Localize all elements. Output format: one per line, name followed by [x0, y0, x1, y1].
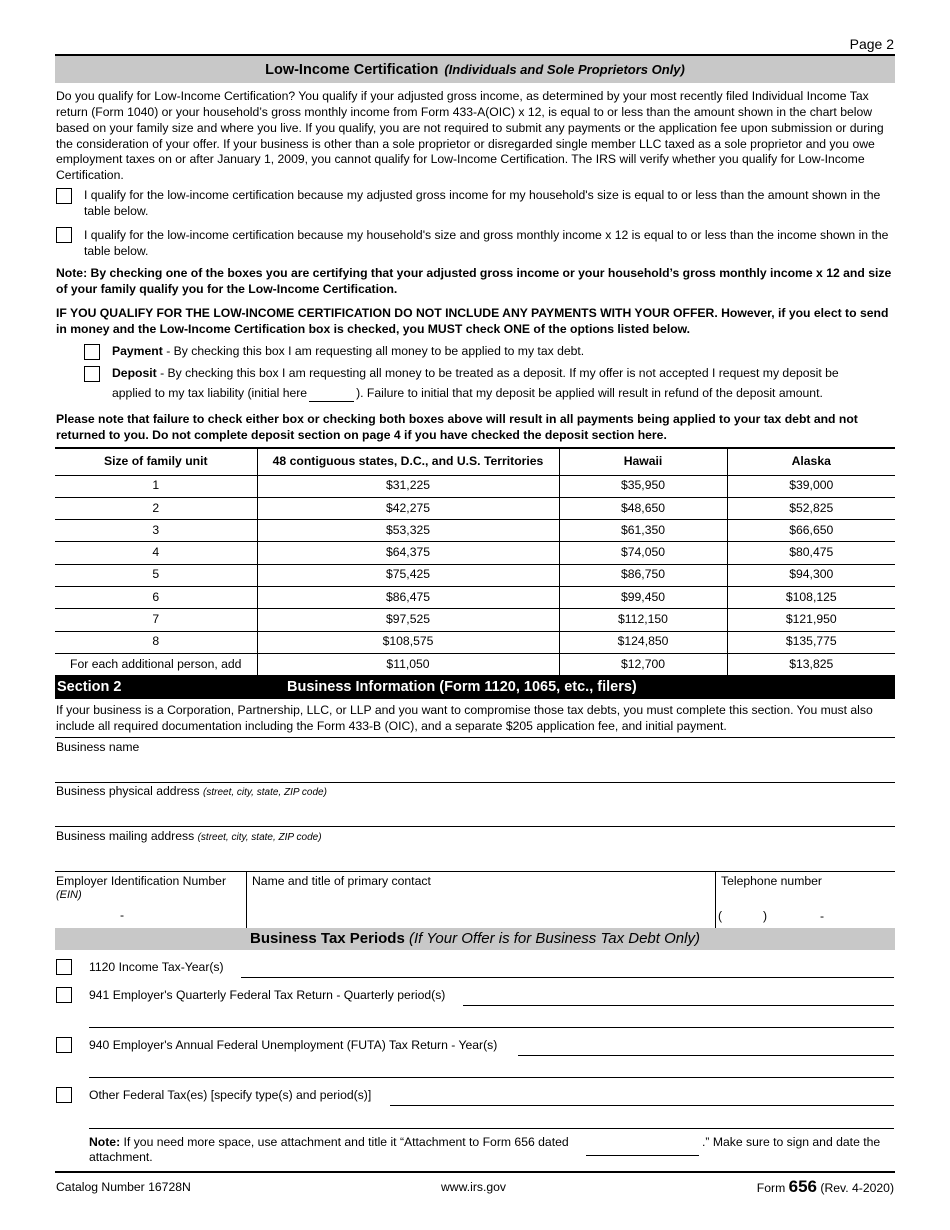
certification-note: Note: By checking one of the boxes you are certifying that your adjusted gross income or your household’s gross monthly income x 12 and size of your family qualify you for the Low-Income Certification. — [56, 266, 892, 296]
form-940-input-line2[interactable] — [89, 1077, 894, 1078]
physical-address-hint: (street, city, state, ZIP code) — [203, 787, 327, 798]
cell: 2 — [55, 497, 257, 519]
cell: $135,775 — [727, 631, 895, 653]
low-income-agi-checkbox[interactable] — [56, 188, 72, 204]
form-id — [757, 1176, 894, 1198]
form-revision: (Rev. 4-2020) — [820, 1181, 894, 1195]
cell: $124,850 — [559, 631, 727, 653]
table-row — [55, 631, 895, 653]
cell: $108,125 — [727, 586, 895, 608]
contact-label: Name and title of primary contact — [252, 874, 431, 888]
tax-periods-subtitle: (If Your Offer is for Business Tax Debt Only) — [409, 930, 700, 947]
table-row — [55, 564, 895, 586]
cell: $61,350 — [559, 520, 727, 542]
attachment-note-text-c: attachment. — [89, 1150, 153, 1164]
ein-abbr: (EIN) — [56, 889, 82, 901]
phone-close-paren: ) — [763, 909, 768, 923]
business-name-input[interactable] — [55, 755, 895, 781]
cell: $64,375 — [257, 542, 559, 564]
cell: $42,275 — [257, 497, 559, 519]
col-family-size: Size of family unit — [55, 448, 257, 475]
table-row — [55, 653, 895, 675]
cell: $121,950 — [727, 609, 895, 631]
payment-label: Payment — [112, 344, 163, 358]
form-941-input[interactable] — [463, 1005, 894, 1006]
catalog-number: Catalog Number 16728N — [56, 1180, 191, 1194]
table-row — [55, 520, 895, 542]
phone-input[interactable] — [717, 902, 893, 926]
form-941-checkbox[interactable] — [56, 987, 72, 1003]
deposit-initial-field[interactable] — [309, 389, 354, 402]
low-income-subtitle: (Individuals and Sole Proprietors Only) — [444, 62, 685, 77]
other-tax-input[interactable] — [390, 1105, 894, 1106]
mailing-address-hint: (street, city, state, ZIP code) — [197, 832, 322, 843]
deposit-checkbox[interactable] — [84, 366, 100, 382]
col-contiguous-states: 48 contiguous states, D.C., and U.S. Territories — [257, 448, 559, 475]
section2-bar — [55, 676, 895, 699]
ein-label: Employer Identification Number — [56, 874, 227, 888]
cell: $53,325 — [257, 520, 559, 542]
table-row — [55, 586, 895, 608]
form-1120-checkbox[interactable] — [56, 959, 72, 975]
form-number: 656 — [788, 1177, 817, 1196]
cell: $12,700 — [559, 653, 727, 675]
cell: $80,475 — [727, 542, 895, 564]
deposit-label: Deposit — [112, 366, 157, 380]
attachment-date-input[interactable] — [586, 1155, 699, 1156]
section2-label: Section 2 — [57, 679, 122, 695]
divider — [715, 871, 716, 928]
ein-separator: - — [120, 908, 125, 922]
low-income-intro: Do you qualify for Low-Income Certification? You qualify if your adjusted gross income, as determined by your most recently filed Individual Income Tax return (Form 1040) or your household’s gross monthly income from Form 433-A(OIC) x 12, is equal to or less than the amount shown in the chart below based on your family size and where you live. If you qualify, you are not required to submit any payments or the application fee upon submission or during the consideration of your offer. If your business is other than a sole proprietor or disregarded single member LLC taxed as a sole proprietor and you owe employment taxes on or after January 1, 2009, you cannot qualify for Low-Income Certification. The IRS will verify whether you qualify for Low-Income Certification. — [56, 89, 884, 183]
other-tax-input-line2[interactable] — [89, 1128, 894, 1129]
cell: $31,225 — [257, 475, 559, 497]
low-income-agi-text: I qualify for the low-income certification because my adjusted gross income for my household's size is equal to or less than the amount shown in the table below. — [84, 188, 881, 218]
deposit-option-line2 — [112, 386, 894, 402]
phone-label: Telephone number — [721, 874, 822, 888]
section2-intro: If your business is a Corporation, Partnership, LLC, or LLP and you want to compromise those tax debts, you must complete this section. You must also include all required documentation including the Form 433-B (OIC), and a separate $205 application fee, and initial payment. — [56, 703, 873, 733]
website-link[interactable]: www.irs.gov — [441, 1180, 507, 1194]
form-941-label: 941 Employer's Quarterly Federal Tax Return - Quarterly period(s) — [89, 988, 446, 1002]
tax-periods-bar — [55, 928, 895, 950]
deposit-text-line2a: applied to my tax liability (initial here — [112, 386, 308, 400]
low-income-title-bar — [55, 56, 895, 83]
other-tax-label: Other Federal Tax(es) [specify type(s) and period(s)] — [89, 1088, 372, 1102]
cell: $86,750 — [559, 564, 727, 586]
cell: $13,825 — [727, 653, 895, 675]
deposit-option — [112, 366, 894, 382]
mailing-address-text: Business mailing address — [56, 829, 195, 843]
phone-dash: - — [820, 909, 825, 923]
deposit-text-line2b: ). Failure to initial that my deposit be applied will result in refund of the deposit amount. — [356, 386, 823, 400]
form-941-input-line2[interactable] — [89, 1027, 894, 1028]
other-tax-checkbox[interactable] — [56, 1087, 72, 1103]
physical-address-input[interactable] — [55, 800, 895, 826]
cell: $48,650 — [559, 497, 727, 519]
cell: $86,475 — [257, 586, 559, 608]
ein-input[interactable] — [56, 902, 244, 926]
cell: $94,300 — [727, 564, 895, 586]
cell: $97,525 — [257, 609, 559, 631]
physical-address-label — [56, 784, 327, 800]
payment-option — [112, 344, 892, 360]
cell: $74,050 — [559, 542, 727, 564]
cell: $52,825 — [727, 497, 895, 519]
income-table — [55, 447, 895, 676]
table-row — [55, 542, 895, 564]
cell: 8 — [55, 631, 257, 653]
form-940-label: 940 Employer's Annual Federal Unemployment (FUTA) Tax Return - Year(s) — [89, 1038, 498, 1052]
phone-open-paren: ( — [718, 909, 723, 923]
footer-rule — [55, 1171, 895, 1173]
attachment-note-text-b: .” Make sure to sign and date the — [702, 1135, 881, 1149]
divider — [55, 826, 895, 827]
attachment-note-label: Note: — [89, 1135, 121, 1149]
business-name-label: Business name — [56, 740, 140, 754]
table-row — [55, 497, 895, 519]
cell: 3 — [55, 520, 257, 542]
mailing-address-label — [56, 829, 322, 845]
col-hawaii: Hawaii — [559, 448, 727, 475]
low-income-household-checkbox[interactable] — [56, 227, 72, 243]
page-number: Page 2 — [849, 36, 894, 52]
cell: For each additional person, add — [55, 653, 257, 675]
low-income-household-text: I qualify for the low-income certification because my household's size and gross monthly income x 12 is equal to or less than the income shown in the table below. — [84, 228, 889, 258]
cell: 4 — [55, 542, 257, 564]
cell: $35,950 — [559, 475, 727, 497]
divider — [55, 737, 895, 738]
attachment-note-text-a: If you need more space, use attachment and title it “Attachment to Form 656 dated — [120, 1135, 569, 1149]
please-note: Please note that failure to check either box or checking both boxes above will result in all payments being applied to your tax debt and not returned to you. Do not complete deposit section on page 4 if you have checked the deposit section here. — [56, 412, 858, 442]
cell: 5 — [55, 564, 257, 586]
tax-periods-title: Business Tax Periods — [250, 930, 405, 947]
deposit-text-line1: - By checking this box I am requesting all money to be treated as a deposit. If my offer is not accepted I request my deposit be — [156, 366, 839, 380]
contact-input[interactable] — [248, 892, 713, 926]
section2-title: Business Information (Form 1120, 1065, etc., filers) — [287, 679, 637, 695]
form-1120-input[interactable] — [241, 977, 894, 978]
form-940-checkbox[interactable] — [56, 1037, 72, 1053]
cell: $11,050 — [257, 653, 559, 675]
cell: 1 — [55, 475, 257, 497]
low-income-title: Low-Income Certification — [265, 62, 439, 78]
divider — [55, 782, 895, 783]
divider — [246, 871, 247, 928]
divider — [55, 871, 895, 872]
payment-checkbox[interactable] — [84, 344, 100, 360]
form-prefix: Form — [756, 1181, 786, 1195]
cell: $75,425 — [257, 564, 559, 586]
cell: 6 — [55, 586, 257, 608]
cell: $99,450 — [559, 586, 727, 608]
income-table-header — [55, 448, 895, 475]
col-alaska: Alaska — [727, 448, 895, 475]
cell: $108,575 — [257, 631, 559, 653]
table-row — [55, 609, 895, 631]
cell: $112,150 — [559, 609, 727, 631]
cell: 7 — [55, 609, 257, 631]
form-1120-label: 1120 Income Tax-Year(s) — [89, 960, 224, 974]
if-qualify-note: IF YOU QUALIFY FOR THE LOW-INCOME CERTIFICATION DO NOT INCLUDE ANY PAYMENTS WITH YOUR OFFER. However, if you elect to send in money and the Low-Income Certification box is checked, you MUST check ONE of the options listed below. — [56, 306, 889, 336]
payment-text: - By checking this box I am requesting all money to be applied to my tax debt. — [162, 344, 585, 358]
cell: $39,000 — [727, 475, 895, 497]
form-940-input[interactable] — [518, 1055, 894, 1056]
physical-address-text: Business physical address — [56, 784, 200, 798]
mailing-address-input[interactable] — [55, 845, 895, 871]
cell: $66,650 — [727, 520, 895, 542]
table-row — [55, 475, 895, 497]
